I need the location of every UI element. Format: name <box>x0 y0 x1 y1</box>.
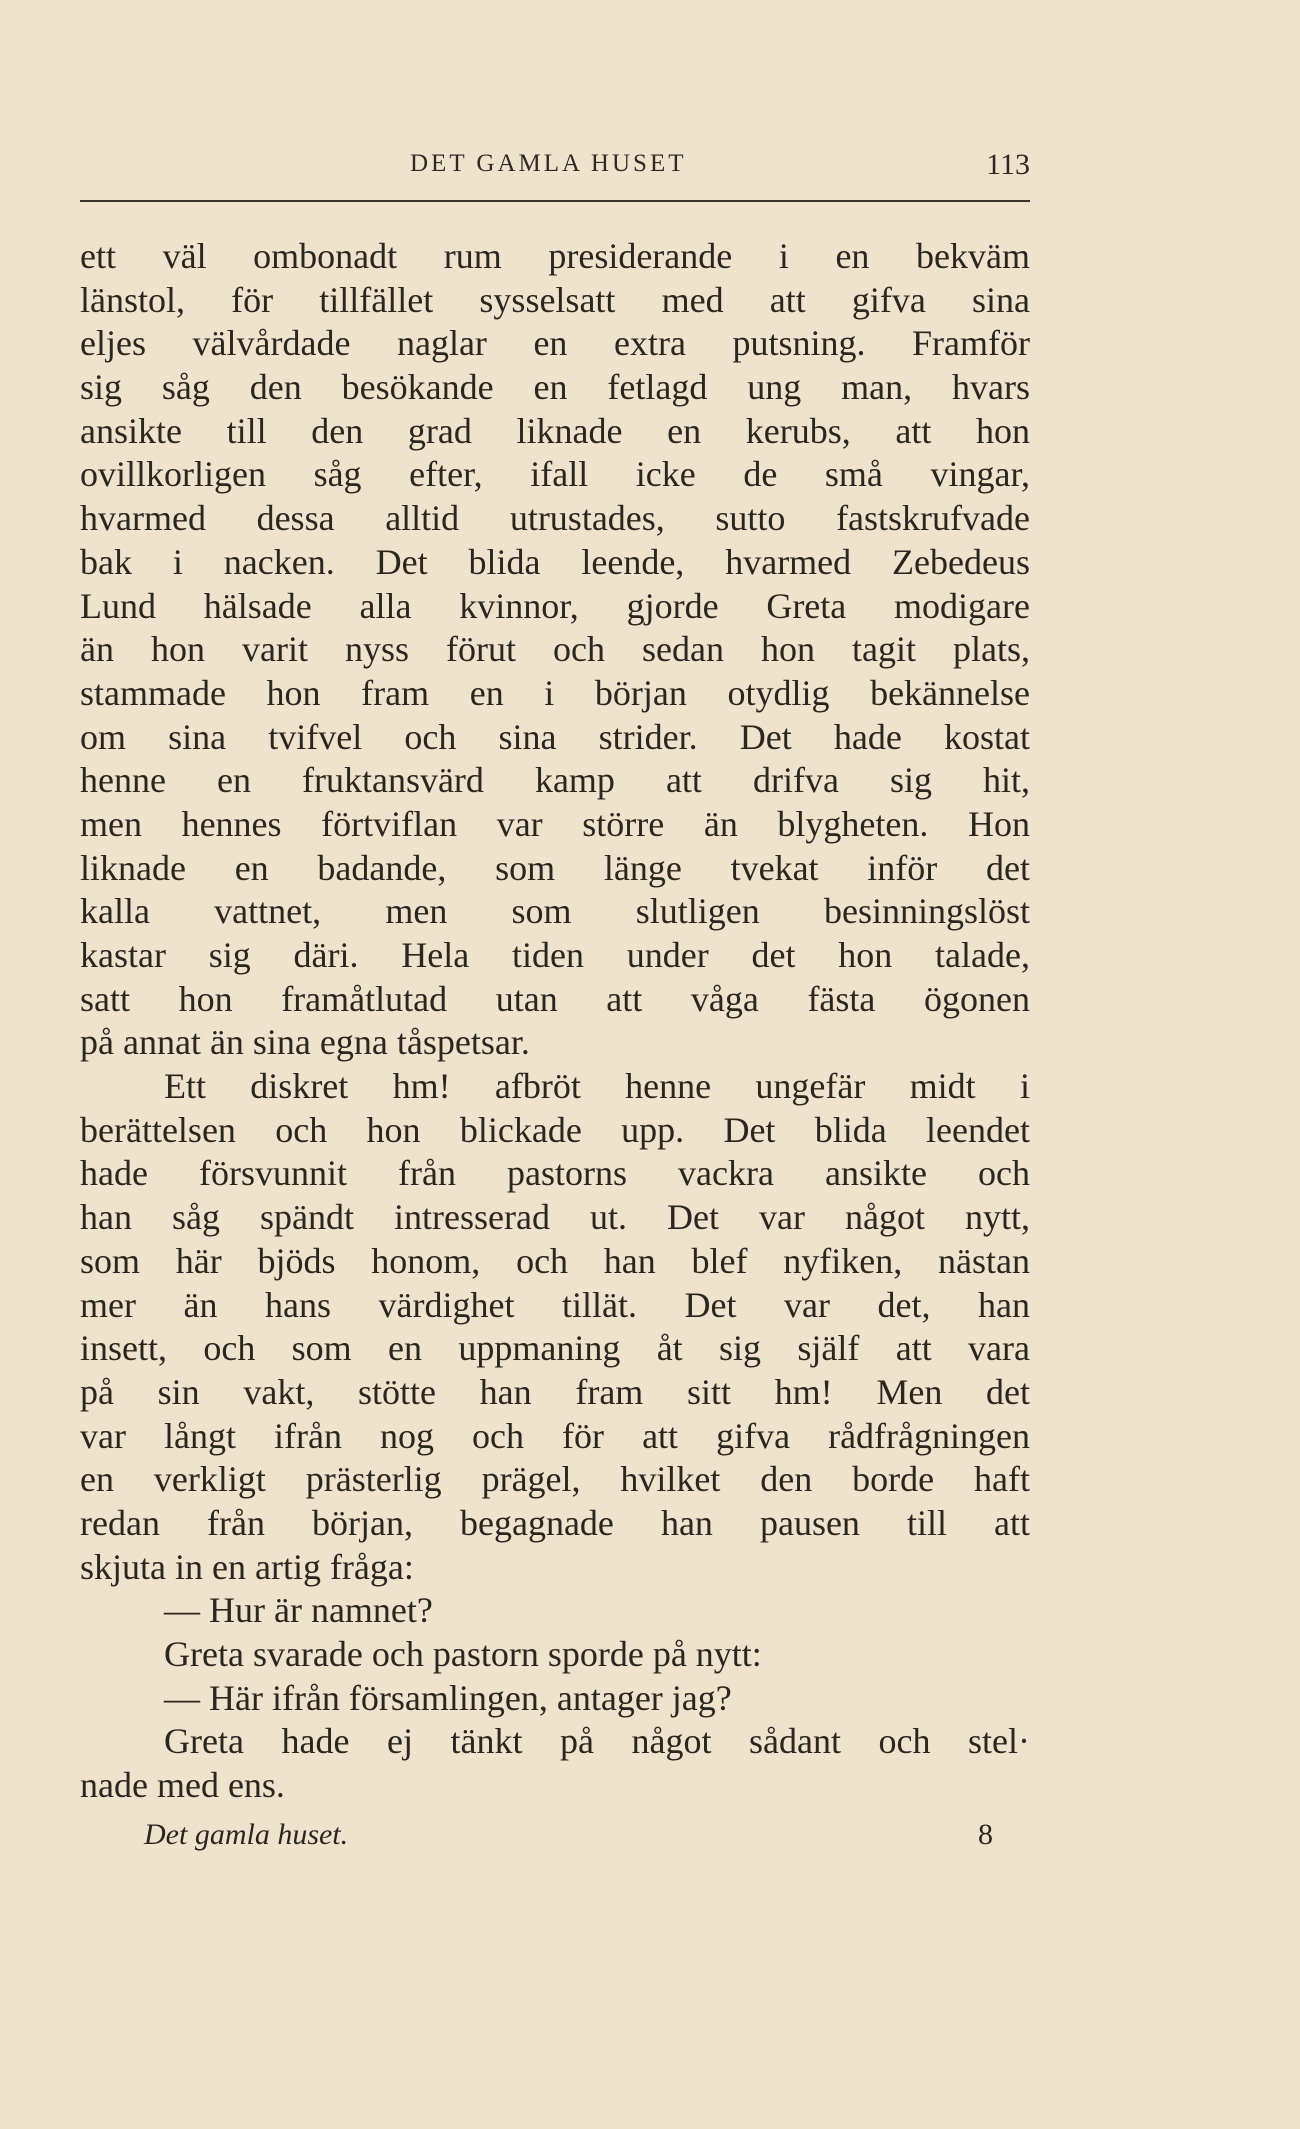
running-title: DET GAMLA HUSET <box>410 150 687 177</box>
text-line: — Här ifrån församlingen, antager jag? <box>164 1677 732 1718</box>
page-footer <box>80 1818 1030 1862</box>
text-line: redan från början, begagnade han pausen till att <box>80 1502 1030 1543</box>
text-line: på sin vakt, stötte han fram sitt hm! Men det <box>80 1371 1030 1412</box>
text-line: satt hon framåtlutad utan att våga fästa ögonen <box>80 978 1030 1019</box>
text-line: var långt ifrån nog och för att gifva rådfrågningen <box>80 1415 1030 1456</box>
text-line: en verkligt prästerlig prägel, hvilket den borde haft <box>80 1459 1030 1500</box>
header-rule <box>80 200 1030 202</box>
text-line: ett väl ombonadt rum presiderande i en bekväm <box>80 236 1030 276</box>
text-line: Greta hade ej tänkt på något sådant och stel· <box>164 1721 1030 1762</box>
text-line: ovillkorligen såg efter, ifall icke de små vingar, <box>80 454 1030 495</box>
text-line: hvarmed dessa alltid utrustades, sutto fastskrufvade <box>80 498 1030 539</box>
text-line: — Hur är namnet? <box>164 1590 433 1631</box>
text-line: insett, och som en uppmaning åt sig själf att vara <box>80 1328 1030 1369</box>
text-line: än hon varit nyss förut och sedan hon tagit plats, <box>80 629 1030 670</box>
text-line: henne en fruktansvärd kamp att drifva sig hit, <box>80 760 1030 801</box>
text-line: nade med ens. <box>80 1765 285 1806</box>
text-line: berättelsen och hon blickade upp. Det blida leendet <box>80 1109 1030 1150</box>
text-line: sig såg den besökande en fetlagd ung man, hvars <box>80 367 1030 408</box>
body-text <box>80 235 1030 1808</box>
signature-title: Det gamla huset. <box>144 1818 349 1851</box>
text-line: om sina tvifvel och sina strider. Det hade kostat <box>80 716 1030 757</box>
signature-number: 8 <box>978 1818 993 1851</box>
text-line: eljes välvårdade naglar en extra putsning. Framför <box>80 323 1030 364</box>
page-number: 113 <box>986 148 1030 181</box>
text-line: som här bjöds honom, och han blef nyfiken, nästan <box>80 1240 1030 1281</box>
text-line: Ett diskret hm! afbröt henne ungefär midt i <box>164 1066 1030 1107</box>
text-line: ansikte till den grad liknade en kerubs, att hon <box>80 410 1030 451</box>
text-line: men hennes förtviflan var större än blygheten. Hon <box>80 803 1030 844</box>
text-line: hade försvunnit från pastorns vackra ansikte och <box>80 1153 1030 1194</box>
text-line: på annat än sina egna tåspetsar. <box>80 1022 530 1063</box>
text-line: kastar sig däri. Hela tiden under det hon talade, <box>80 935 1030 975</box>
text-line: mer än hans värdighet tillät. Det var det, han <box>80 1284 1030 1325</box>
text-line: stammade hon fram en i början otydlig bekännelse <box>80 672 1030 713</box>
text-line: Greta svarade och pastorn sporde på nytt: <box>164 1634 762 1674</box>
text-line: skjuta in en artig fråga: <box>80 1546 414 1587</box>
text-line: Lund hälsade alla kvinnor, gjorde Greta modigare <box>80 585 1030 626</box>
page-header <box>80 150 1030 196</box>
text-line: han såg spändt intresserad ut. Det var något nytt, <box>80 1197 1030 1238</box>
text-line: liknade en badande, som länge tvekat inför det <box>80 847 1030 888</box>
text-line: kalla vattnet, men som slutligen besinningslöst <box>80 891 1030 932</box>
text-line: bak i nacken. Det blida leende, hvarmed Zebedeus <box>80 541 1030 582</box>
text-line: länstol, för tillfället sysselsatt med att gifva sina <box>80 279 1030 320</box>
